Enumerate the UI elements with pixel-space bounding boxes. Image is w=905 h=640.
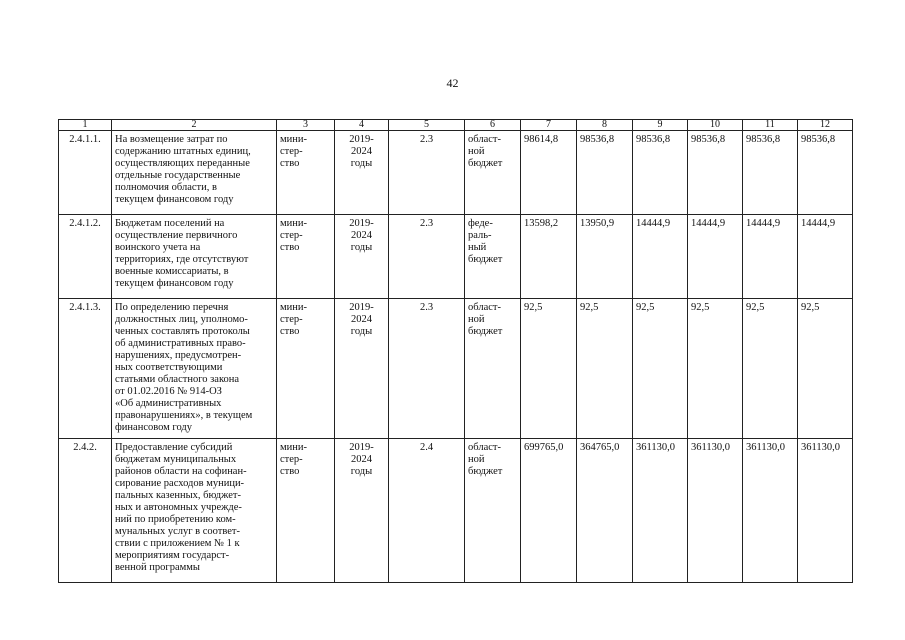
row-period [335, 439, 389, 583]
cell-line: ных и автономных учрежде- [115, 502, 242, 513]
row-value: 699765,0 [521, 439, 577, 583]
cell-line: област- [468, 134, 501, 145]
cell-line: мини- [280, 442, 307, 453]
cell-line: 2019- [349, 302, 374, 313]
column-header: 7 [521, 120, 577, 131]
cell-line: област- [468, 442, 501, 453]
cell-line: пальных казенных, бюджет- [115, 490, 242, 501]
cell-line: 2024 [351, 454, 372, 465]
cell-line: осуществляющих переданные [115, 158, 250, 169]
cell-line: мини- [280, 218, 307, 229]
row-description [112, 131, 277, 215]
row-value: 14444,9 [743, 215, 798, 299]
cell-line: правонарушениях», в текущем [115, 410, 253, 421]
cell-line: 2019- [349, 442, 374, 453]
cell-line: мини- [280, 302, 307, 313]
cell-line: текущем финансовом году [115, 194, 234, 205]
row-period [335, 215, 389, 299]
row-code: 2.4.2. [59, 439, 112, 583]
cell-line: территориях, где отсутствуют [115, 254, 249, 265]
row-executor [277, 215, 335, 299]
cell-line: раль- [468, 230, 492, 241]
row-indicator: 2.4 [389, 439, 465, 583]
cell-line: должностных лиц, уполномо- [115, 314, 248, 325]
row-funding-source [465, 299, 521, 439]
row-code: 2.4.1.1. [59, 131, 112, 215]
row-value: 361130,0 [798, 439, 853, 583]
row-value: 98614,8 [521, 131, 577, 215]
row-description [112, 439, 277, 583]
table-row [59, 131, 853, 215]
column-header: 4 [335, 120, 389, 131]
cell-line: сирование расходов муници- [115, 478, 245, 489]
cell-line: ной [468, 146, 485, 157]
cell-line: статьями областного закона [115, 374, 240, 385]
row-value: 14444,9 [688, 215, 743, 299]
cell-line: текущем финансовом году [115, 278, 234, 289]
cell-line: бюджет [468, 326, 503, 337]
cell-line: стер- [280, 146, 303, 157]
row-value: 92,5 [577, 299, 633, 439]
cell-line: 2019- [349, 134, 374, 145]
cell-line: стер- [280, 454, 303, 465]
row-value: 14444,9 [633, 215, 688, 299]
row-value: 98536,8 [633, 131, 688, 215]
budget-table [58, 119, 853, 583]
row-indicator: 2.3 [389, 215, 465, 299]
column-header: 8 [577, 120, 633, 131]
cell-line: бюджет [468, 466, 503, 477]
cell-line: феде- [468, 218, 493, 229]
cell-line: нарушениях, предусмотрен- [115, 350, 242, 361]
row-value: 361130,0 [633, 439, 688, 583]
row-value: 98536,8 [688, 131, 743, 215]
row-value: 92,5 [521, 299, 577, 439]
cell-line: военные комиссариаты, в [115, 266, 229, 277]
row-value: 92,5 [633, 299, 688, 439]
table-row [59, 439, 853, 583]
row-period [335, 299, 389, 439]
column-header: 5 [389, 120, 465, 131]
cell-line: ных соответствующими [115, 362, 223, 373]
row-code: 2.4.1.3. [59, 299, 112, 439]
cell-line: 2024 [351, 146, 372, 157]
cell-line: мунальных услуг в соответ- [115, 526, 241, 537]
cell-line: ство [280, 158, 300, 169]
cell-line: ствии с приложением № 1 к [115, 538, 240, 549]
cell-line: об административных право- [115, 338, 246, 349]
row-value: 98536,8 [577, 131, 633, 215]
row-code: 2.4.1.2. [59, 215, 112, 299]
row-funding-source [465, 439, 521, 583]
cell-line: 2019- [349, 218, 374, 229]
row-value: 13950,9 [577, 215, 633, 299]
cell-line: мероприятиям государст- [115, 550, 230, 561]
row-value: 98536,8 [798, 131, 853, 215]
table-row [59, 215, 853, 299]
cell-line: стер- [280, 230, 303, 241]
cell-line: от 01.02.2016 № 914-ОЗ [115, 386, 222, 397]
cell-line: годы [350, 158, 373, 169]
cell-line: област- [468, 302, 501, 313]
cell-line: финансовом году [115, 422, 193, 433]
row-period [335, 131, 389, 215]
row-value: 92,5 [743, 299, 798, 439]
row-value: 92,5 [798, 299, 853, 439]
row-executor [277, 439, 335, 583]
row-value: 361130,0 [743, 439, 798, 583]
cell-line: ный [468, 242, 487, 253]
cell-line: венной программы [115, 562, 200, 573]
row-executor [277, 299, 335, 439]
row-value: 98536,8 [743, 131, 798, 215]
column-header: 1 [59, 120, 112, 131]
cell-line: бюджет [468, 254, 503, 265]
page-number: 42 [446, 76, 459, 90]
row-value: 14444,9 [798, 215, 853, 299]
cell-line: мини- [280, 134, 307, 145]
cell-line: ной [468, 314, 485, 325]
cell-line: ство [280, 242, 300, 253]
cell-line: По определению перечня [115, 302, 229, 313]
column-header: 6 [465, 120, 521, 131]
cell-line: бюджет [468, 158, 503, 169]
header-row [59, 120, 853, 131]
cell-line: ство [280, 326, 300, 337]
cell-line: ной [468, 454, 485, 465]
cell-line: стер- [280, 314, 303, 325]
cell-line: годы [350, 242, 373, 253]
cell-line: «Об административных [115, 398, 222, 409]
column-header: 2 [112, 120, 277, 131]
table-row [59, 299, 853, 439]
column-header: 10 [688, 120, 743, 131]
row-value: 13598,2 [521, 215, 577, 299]
cell-line: Предоставление субсидий [115, 442, 233, 453]
cell-line: годы [350, 466, 373, 477]
row-value: 361130,0 [688, 439, 743, 583]
cell-line: районов области на софинан- [115, 466, 247, 477]
cell-line: содержанию штатных единиц, [115, 146, 251, 157]
row-description [112, 215, 277, 299]
cell-line: осуществление первичного [115, 230, 238, 241]
row-value: 92,5 [688, 299, 743, 439]
cell-line: 2024 [351, 230, 372, 241]
row-indicator: 2.3 [389, 299, 465, 439]
row-funding-source [465, 215, 521, 299]
row-executor [277, 131, 335, 215]
row-indicator: 2.3 [389, 131, 465, 215]
cell-line: воинского учета на [115, 242, 201, 253]
cell-line: На возмещение затрат по [115, 134, 228, 145]
cell-line: отдельные государственные [115, 170, 241, 181]
column-header: 3 [277, 120, 335, 131]
cell-line: Бюджетам поселений на [115, 218, 225, 229]
cell-line: ний по приобретению ком- [115, 514, 236, 525]
cell-line: годы [350, 326, 373, 337]
row-value: 364765,0 [577, 439, 633, 583]
cell-line: ченных составлять протоколы [115, 326, 250, 337]
column-header: 12 [798, 120, 853, 131]
cell-line: 2024 [351, 314, 372, 325]
column-header: 11 [743, 120, 798, 131]
cell-line: бюджетам муниципальных [115, 454, 237, 465]
row-description [112, 299, 277, 439]
row-funding-source [465, 131, 521, 215]
cell-line: полномочия области, в [115, 182, 217, 193]
column-header: 9 [633, 120, 688, 131]
cell-line: ство [280, 466, 300, 477]
